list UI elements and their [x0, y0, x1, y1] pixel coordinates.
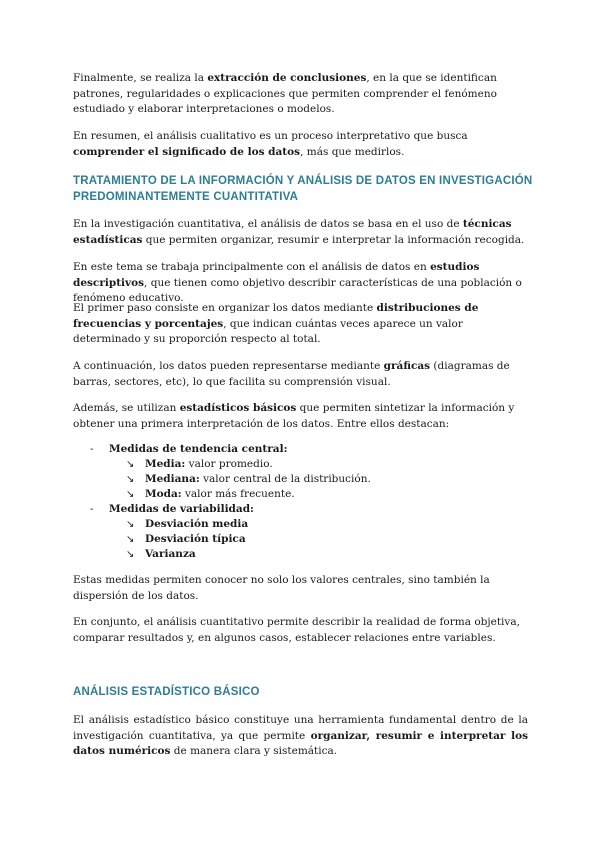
paragraph-statistical-techniques: En la investigación cuantitativa, el análisis de datos se basa en el uso de técnicas estadísticas que permiten organizar, resumir e interpretar la información recogida. — [73, 218, 525, 246]
paragraph-basic-statistics: Además, se utilizan estadísticos básicos que permiten sintetizar la información y obtener una primera interpretación de los datos. Entre ellos destacan: — [73, 402, 515, 430]
paragraph-basic-analysis: El análisis estadístico básico constituye una herramienta fundamental dentro de la investigación cuantitativa, ya que permite organizar, resumir e interpretar los datos numéricos de manera clara y sistemática. — [73, 714, 528, 757]
list-item: ↘ Desviación media — [126, 518, 249, 530]
list-item: ↘ Moda: valor más frecuente. — [126, 488, 295, 500]
section-heading-quantitative: TRATAMIENTO DE LA INFORMACIÓN Y ANÁLISIS DE DATOS EN INVESTIGACIÓN PREDOMINANTEMENTE CUANTITATIVA — [73, 175, 533, 203]
arrow-icon: ↘ — [126, 459, 135, 470]
list-item: ↘ Desviación típica — [126, 533, 246, 545]
arrow-icon: ↘ — [126, 534, 135, 545]
arrow-icon: ↘ — [126, 519, 135, 530]
paragraph-summary: En resumen, el análisis cualitativo es un proceso interpretativo que busca comprender el significado de los datos, más que medirlos. — [73, 130, 468, 158]
list-item: - Medidas de tendencia central: — [90, 443, 288, 455]
paragraph-frequencies: El primer paso consiste en organizar los datos mediante distribuciones de frecuencias y porcentajes, que indican cuántas veces aparece un valor determinado y su proporción respecto al total. — [73, 302, 479, 345]
statistics-list — [73, 442, 533, 562]
arrow-icon: ↘ — [126, 474, 135, 485]
arrow-icon: ↘ — [126, 489, 135, 500]
paragraph-conclusion-quantitative: En conjunto, el análisis cuantitativo permite describir la realidad de forma objetiva, comparar resultados y, en algunos casos, establecer relaciones entre variables. — [73, 616, 520, 644]
list-item: ↘ Mediana: valor central de la distribución. — [126, 473, 371, 485]
paragraph-descriptive-studies: En este tema se trabaja principalmente con el análisis de datos en estudios descriptivos, que tienen como objetivo describir características de una población o fenómeno educativo. — [73, 261, 522, 304]
arrow-icon: ↘ — [126, 549, 135, 560]
list-item: ↘ Media: valor promedio. — [126, 458, 273, 470]
list-item: ↘ Varianza — [126, 548, 196, 560]
section-heading-basic-statistics: ANÁLISIS ESTADÍSTICO BÁSICO — [73, 686, 260, 698]
paragraph-conclusions: Finalmente, se realiza la extracción de conclusiones, en la que se identifican patrones, regularidades o explicaciones que permiten comprender el fenómeno estudiado y elaborar interpretaciones o modelos. — [73, 72, 497, 115]
paragraph-graphs: A continuación, los datos pueden representarse mediante gráficas (diagramas de barras, sectores, etc), lo que facilita su comprensión visual. — [73, 360, 510, 388]
paragraph-dispersion: Estas medidas permiten conocer no solo los valores centrales, sino también la dispersión de los datos. — [73, 574, 490, 602]
list-item: - Medidas de variabilidad: — [90, 503, 254, 515]
